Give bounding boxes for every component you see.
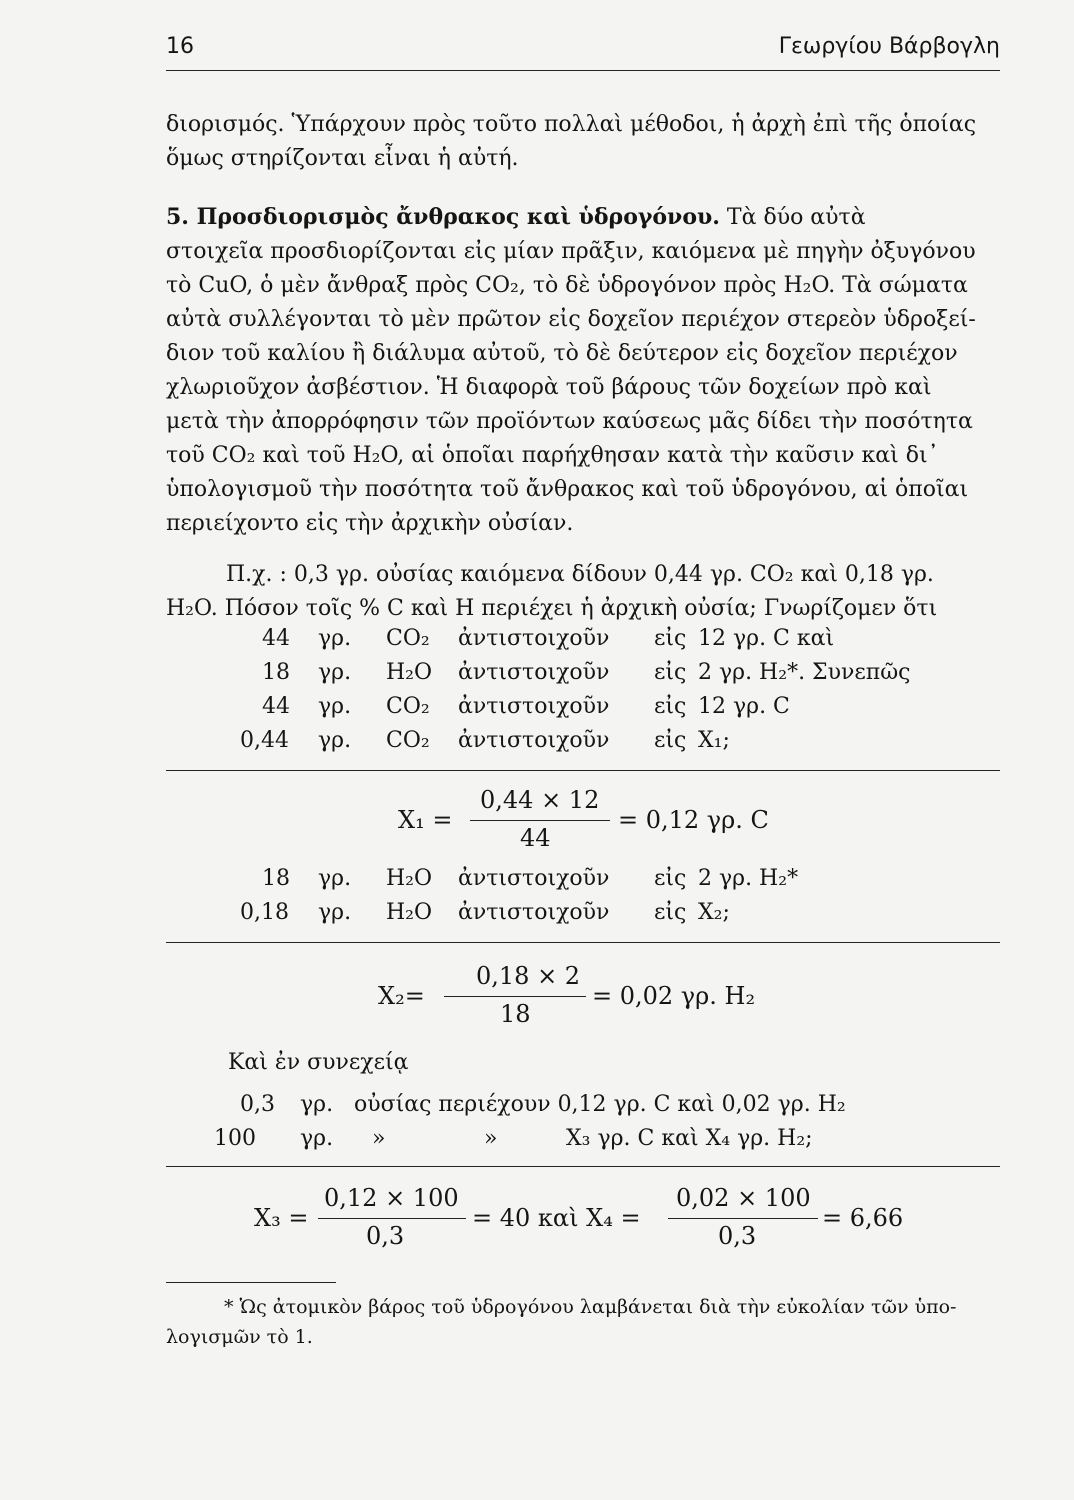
text-line: διον τοῦ καλίου ἢ διάλυμα αὐτοῦ, τὸ δὲ δεύτερον εἰς δοχεῖον περιέχον bbox=[166, 341, 958, 366]
author-name: Γεωργίου Βάρβογλη bbox=[778, 34, 1000, 59]
intro-paragraph bbox=[166, 108, 1000, 176]
continuation-text: Καὶ ἐν συνεχείᾳ bbox=[228, 1050, 409, 1075]
fraction-bar bbox=[668, 1218, 818, 1219]
footnote bbox=[166, 1292, 1000, 1352]
text-line: ὅμως στηρίζονται εἶναι ἡ αὐτή. bbox=[166, 146, 519, 171]
header-rule bbox=[166, 70, 1000, 71]
text-line: αὐτὰ συλλέγονται τὸ μὲν πρῶτον εἰς δοχεῖον περιέχον στερεὸν ὑδροξεί- bbox=[166, 307, 976, 332]
text-line: διορισμός. Ὑπάρχουν πρὸς τοῦτο πολλαὶ μέθοδοι, ἡ ἀρχὴ ἐπὶ τῆς ὁποίας bbox=[166, 112, 977, 137]
text-line: στοιχεῖα προσδιορίζονται εἰς μίαν πρᾶξιν, καιόμενα μὲ πηγὴν ὀξυγόνου bbox=[166, 239, 976, 264]
running-header bbox=[166, 34, 1000, 68]
page-number: 16 bbox=[166, 34, 194, 59]
footnote-line: λογισμῶν τὸ 1. bbox=[166, 1326, 313, 1348]
divider-rule bbox=[166, 1166, 1000, 1167]
text-line: τὸ CuO, ὁ μὲν ἄνθραξ πρὸς CO₂, τὸ δὲ ὑδρογόνον πρὸς H₂O. Τὰ σώματα bbox=[166, 273, 968, 298]
text-line: χλωριοῦχον ἀσβέστιον. Ἡ διαφορὰ τοῦ βάρους τῶν δοχείων πρὸ καὶ bbox=[166, 375, 932, 400]
text-line: ὑπολογισμοῦ τὴν ποσότητα τοῦ ἄνθρακος καὶ τοῦ ὑδρογόνου, αἱ ὁποῖαι bbox=[166, 477, 969, 502]
fraction-bar bbox=[470, 820, 610, 821]
text-line: Τὰ δύο αὐτὰ bbox=[726, 205, 866, 230]
fraction-bar bbox=[318, 1218, 466, 1219]
text-line: H₂O. Πόσον τοῖς % C καὶ H περιέχει ἡ ἀρχικὴ οὐσία; Γνωρίζομεν ὅτι bbox=[166, 596, 938, 621]
divider-rule bbox=[166, 942, 1000, 943]
text-line: μετὰ τὴν ἀπορρόφησιν τῶν προϊόντων καύσεως μᾶς δίδει τὴν ποσότητα bbox=[166, 409, 973, 434]
footnote-rule bbox=[166, 1282, 336, 1283]
divider-rule bbox=[166, 770, 1000, 771]
page: 16 Γεωργίου Βάρβογλη διορισμός. Ὑπάρχουν πρὸς τοῦτο πολλαὶ μέθοδοι, ἡ ἀρχὴ ἐπὶ τῆς ὁποίας ὅμως στηρίζονται εἶναι ἡ αὐτή. 5. Προσδιορισμὸς ἄνθρακος καὶ ὑδρογόνου. Τὰ δύο αὐτὰ στοιχεῖα προσδιορίζονται εἰς μίαν πρᾶξιν, καιόμενα μὲ πηγὴν ὀξυγόνου τὸ CuO, ὁ μὲν ἄνθραξ πρὸς CO₂, τὸ δὲ ὑδρογόνον πρὸς H₂O. Τὰ σώματα αὐτὰ συλλέγονται τὸ μὲν πρῶτον εἰς δοχεῖον περιέχον στερεὸν ὑδροξεί- διον τοῦ καλίου ἢ διάλυμα αὐτοῦ, τὸ δὲ δεύτερον εἰς δοχεῖον περιέχον χλωριοῦχον ἀσβέστιον. Ἡ διαφορὰ τοῦ βάρους τῶν δοχείων πρὸ καὶ μετὰ τὴν ἀπορρόφησιν τῶν προϊόντων καύσεως μᾶς δίδει τὴν ποσότητα τοῦ CO₂ καὶ τοῦ H₂O, αἱ ὁποῖαι παρήχθησαν κατὰ τὴν καῦσιν καὶ δι᾽ ὑπολογισμοῦ τὴν ποσότητα τοῦ ἄνθρακος καὶ τοῦ ὑδρογόνου, αἱ ὁποῖαι περιείχοντο εἰς τὴν ἀρχικὴν οὐσίαν. Π.χ. : 0,3 γρ. οὐσίας καιόμενα δίδουν 0,44 γρ. CO₂ καὶ 0,18 γρ. H₂O. Πόσον τοῖς % C καὶ H περιέχει ἡ ἀρχικὴ οὐσία; Γνωρίζομεν ὅτι 44 γρ. CO₂ ἀντιστοιχοῦν εἰς 12 γρ. C καὶ 18 γρ. H₂O ἀντιστοιχοῦν εἰς 2 γρ. H₂*. Συνεπῶς 44 γρ. CO₂ ἀντιστοιχοῦν εἰς 12 γρ. C 0,44 γρ. CO₂ ἀντιστοιχοῦν εἰς X₁; X₁ = 0,44 × 12 44 = 0,12 γρ. C 18 γρ. H₂O ἀντιστοιχοῦν εἰς 2 γρ. H₂* 0,18 γρ. H₂O ἀντιστοιχοῦν εἰς X₂; X₂= 0,18 × 2 18 = 0,02 γρ. H₂ Καὶ ἐν συνεχείᾳ 0,3 γρ. οὐσίας περιέχουν 0,12 γρ. C καὶ 0,02 γρ. H₂ 100 γρ. » » X₃ γρ. C καὶ X₄ γρ. H₂; X₃ = 0,12 × 100 0,3 = 40 καὶ X₄ = 0,02 × 100 0,3 = 6,66 * Ὡς ἀτομικὸν βάρος τοῦ ὑδρογόνου λαμβάνεται διὰ τὴν εὐκολίαν τῶν ὑπο- λογισμῶν τὸ 1. bbox=[0, 0, 1074, 1500]
section-5-paragraph bbox=[166, 200, 1000, 541]
text-line: τοῦ CO₂ καὶ τοῦ H₂O, αἱ ὁποῖαι παρήχθησαν κατὰ τὴν καῦσιν καὶ δι᾽ bbox=[166, 443, 939, 468]
example-paragraph bbox=[166, 558, 1000, 626]
fraction-bar bbox=[444, 996, 586, 997]
footnote-line: * Ὡς ἀτομικὸν βάρος τοῦ ὑδρογόνου λαμβάνεται διὰ τὴν εὐκολίαν τῶν ὑπο- bbox=[224, 1296, 957, 1318]
text-line: περιείχοντο εἰς τὴν ἀρχικὴν οὐσίαν. bbox=[166, 511, 574, 536]
section-heading: 5. Προσδιορισμὸς ἄνθρακος καὶ ὑδρογόνου. bbox=[166, 204, 720, 230]
text-line: Π.χ. : 0,3 γρ. οὐσίας καιόμενα δίδουν 0,44 γρ. CO₂ καὶ 0,18 γρ. bbox=[226, 562, 934, 587]
